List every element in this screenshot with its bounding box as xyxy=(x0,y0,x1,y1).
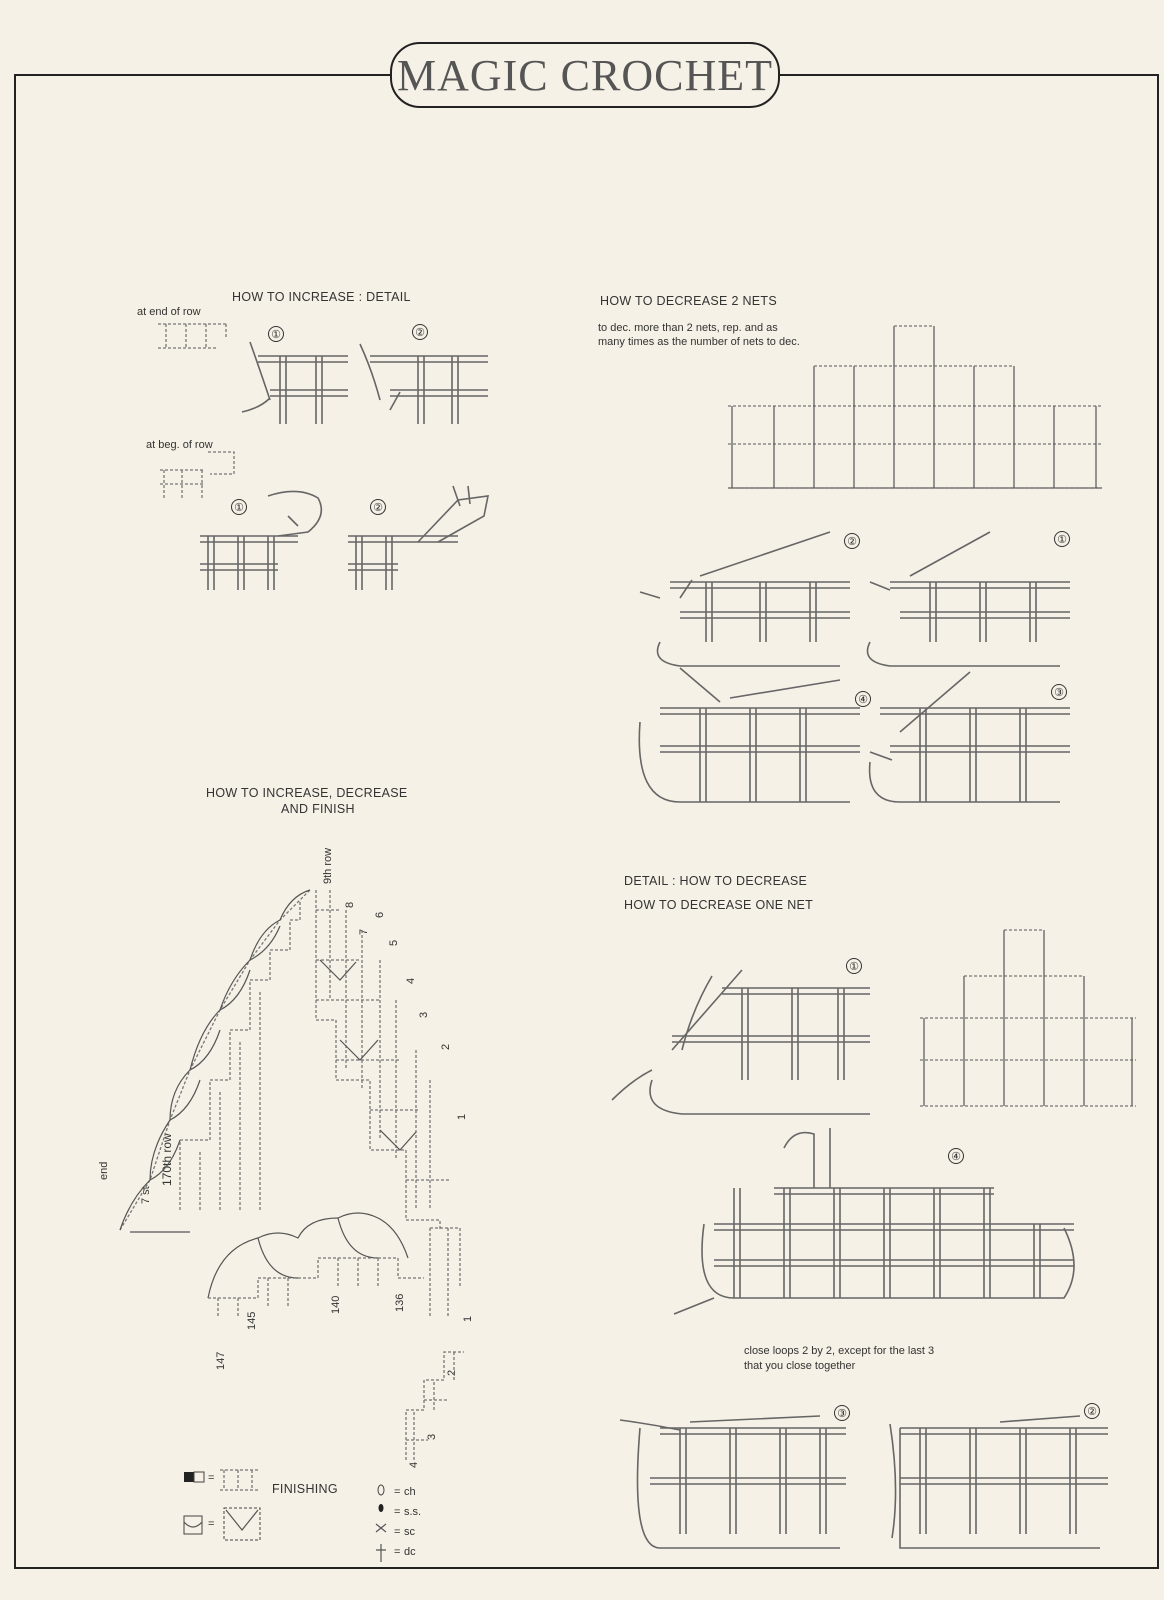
step-marker: ④ xyxy=(855,691,871,707)
step-marker: ④ xyxy=(948,1148,964,1164)
at-end-of-row-label: at end of row xyxy=(137,306,201,318)
end-label: end xyxy=(98,1161,110,1180)
detail-decrease-title-line1: DETAIL : HOW TO DECREASE xyxy=(624,874,808,888)
step-marker: ① xyxy=(231,499,247,515)
seven-st-label: 7 st xyxy=(140,1186,152,1204)
step-marker: ② xyxy=(370,499,386,515)
step-marker: ② xyxy=(844,533,860,549)
legend-symbols xyxy=(184,1470,268,1550)
row-number: 8 xyxy=(344,901,356,908)
legend-sc: sc xyxy=(404,1526,415,1538)
increase-decrease-finish-title-line2: AND FINISH xyxy=(281,802,355,816)
row-number: 3 xyxy=(418,1011,430,1018)
legend-ch: ch xyxy=(404,1486,416,1498)
decrease-one-step4-illustration xyxy=(674,1128,1078,1318)
legend-dc: dc xyxy=(404,1546,416,1558)
increase-end-row-illustration xyxy=(240,340,490,430)
stitch-count: 145 xyxy=(246,1311,258,1330)
close-loops-note-line1: close loops 2 by 2, except for the last 3 xyxy=(744,1345,935,1357)
decrease-one-symbol-chart xyxy=(918,926,1138,1110)
increase-decrease-finish-title-line1: HOW TO INCREASE, DECREASE xyxy=(206,786,408,800)
legend-equals: = xyxy=(208,1472,215,1484)
increase-detail-title: HOW TO INCREASE : DETAIL xyxy=(232,290,411,304)
row-number: 4 xyxy=(408,1461,420,1468)
row-number: 7 xyxy=(358,928,370,935)
row-number: 1 xyxy=(456,1113,468,1120)
stitch-count: 136 xyxy=(394,1293,406,1312)
detail-decrease-title-line2: HOW TO DECREASE ONE NET xyxy=(624,898,814,912)
lower-stair-chart xyxy=(404,1350,474,1470)
legend-equals: = xyxy=(394,1546,401,1558)
increase-beg-row-illustration xyxy=(198,486,498,594)
row-number: 2 xyxy=(446,1369,458,1376)
decrease-two-nets-illustrations xyxy=(640,532,1080,822)
row-number: 3 xyxy=(426,1433,438,1440)
row-9-label: 9th row xyxy=(322,847,334,884)
decrease-two-nets-symbol-chart xyxy=(726,326,1106,504)
legend-finishing-label: FINISHING xyxy=(272,1482,338,1496)
step-marker: ③ xyxy=(1051,684,1067,700)
stitch-count: 147 xyxy=(215,1351,227,1370)
decrease-two-note-line2: many times as the number of nets to dec. xyxy=(598,336,800,348)
row-number: 4 xyxy=(405,977,417,984)
row-number: 2 xyxy=(440,1043,452,1050)
stitch-symbols xyxy=(374,1486,388,1566)
step-marker: ③ xyxy=(834,1405,850,1421)
step-marker: ② xyxy=(1084,1403,1100,1419)
step-marker: ② xyxy=(412,324,428,340)
legend-equals: = xyxy=(208,1518,215,1530)
close-loops-note-line2: that you close together xyxy=(744,1360,856,1372)
legend-equals: = xyxy=(394,1526,401,1538)
step-marker: ① xyxy=(846,958,862,974)
row-number: 5 xyxy=(388,939,400,946)
stitch-count: 140 xyxy=(330,1295,342,1314)
decrease-two-nets-title: HOW TO DECREASE 2 NETS xyxy=(600,294,778,308)
row-number: 1 xyxy=(462,1315,474,1322)
finish-edge-chart xyxy=(198,1208,478,1338)
increase-decrease-finish-chart xyxy=(110,880,480,1240)
legend-ss: s.s. xyxy=(404,1506,422,1518)
row-170-label: 170th row xyxy=(160,1133,174,1186)
step-marker: ① xyxy=(1054,531,1070,547)
legend-equals: = xyxy=(394,1486,401,1498)
at-beg-of-row-label: at beg. of row xyxy=(146,439,213,451)
step-marker: ① xyxy=(268,326,284,342)
end-of-row-symbol-diagram xyxy=(156,318,236,358)
row-number: 6 xyxy=(374,911,386,918)
decrease-one-step1-illustration xyxy=(612,970,872,1120)
page-title: MAGIC CROCHET xyxy=(390,42,780,108)
decrease-two-note-line1: to dec. more than 2 nets, rep. and as xyxy=(598,322,778,334)
legend-equals: = xyxy=(394,1506,401,1518)
close-loops-illustrations xyxy=(620,1408,1110,1554)
